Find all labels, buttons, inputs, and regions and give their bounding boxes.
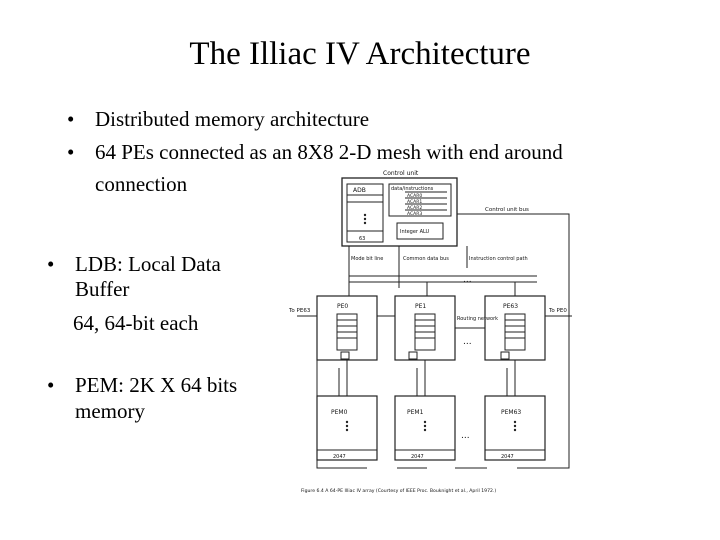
bullet-marker: • <box>47 373 55 397</box>
cu-bottom-label: 63 <box>359 236 366 242</box>
bullet-text: LDB: Local Data <box>75 252 221 276</box>
cu-alu-label: Integer ALU <box>400 229 430 235</box>
ellipsis-middle: ... <box>463 337 472 347</box>
pem-label: PEM63 <box>501 409 522 416</box>
bullet-marker: • <box>67 107 75 131</box>
pe-label: PE0 <box>337 303 349 310</box>
pem-label: PEM0 <box>331 409 348 416</box>
bullet-text-continuation: 64, 64-bit each <box>73 311 199 335</box>
bullet-marker: • <box>67 140 75 164</box>
to-pe-left-label: To PE63 <box>289 308 311 314</box>
instruction-path-label: Instruction control path <box>469 256 528 262</box>
pem-bottom-label: 2047 <box>333 454 346 460</box>
cu-reg-label: ACAR3 <box>407 212 423 217</box>
control-unit-bus-line <box>457 214 569 468</box>
cu-adb-label: ADB <box>353 187 366 194</box>
common-data-bus-label: Common data bus <box>403 256 449 262</box>
pem-bottom-label: 2047 <box>411 454 424 460</box>
cu-reg-label: ACAR2 <box>407 206 423 211</box>
routing-network-label: Routing network <box>457 316 499 322</box>
cu-buffer-label: data/instructions <box>391 186 434 192</box>
control-unit-bus-label: Control unit bus <box>485 207 529 213</box>
bullet-text: PEM: 2K X 64 bits <box>75 373 238 397</box>
ellipsis-bottom: ... <box>461 431 470 441</box>
pe-label: PE1 <box>415 303 427 310</box>
illiac-diagram <box>287 168 587 500</box>
to-pe-right-label: To PE0 <box>549 308 567 314</box>
bullet-text: Distributed memory architecture <box>95 107 370 131</box>
illiac-diagram-svg <box>287 168 587 500</box>
slide-title: The Illiac IV Architecture <box>189 36 531 72</box>
bullet-marker: • <box>47 252 55 276</box>
bullet-text-continuation: memory <box>75 399 145 423</box>
bullet-text-continuation: connection <box>95 172 188 196</box>
pem-label: PEM1 <box>407 409 424 416</box>
figure-caption: Figure 6.4 A 64-PE Illiac IV array (Courtesy of IEEE Proc. Bouknight et al., April 1972.) <box>301 489 497 494</box>
control-unit-label: Control unit <box>383 170 419 177</box>
bullet-text-continuation: Buffer <box>75 277 130 301</box>
cu-reg-label: ACAR0 <box>407 194 423 199</box>
pe-label: PE63 <box>503 303 519 310</box>
pem-bottom-label: 2047 <box>501 454 514 460</box>
bullet-text: 64 PEs connected as an 8X8 2-D mesh with end around <box>95 140 563 164</box>
mode-bit-label: Mode bit line <box>351 256 384 262</box>
ellipsis-top: ... <box>463 275 472 285</box>
cu-reg-label: ACAR1 <box>407 200 423 205</box>
